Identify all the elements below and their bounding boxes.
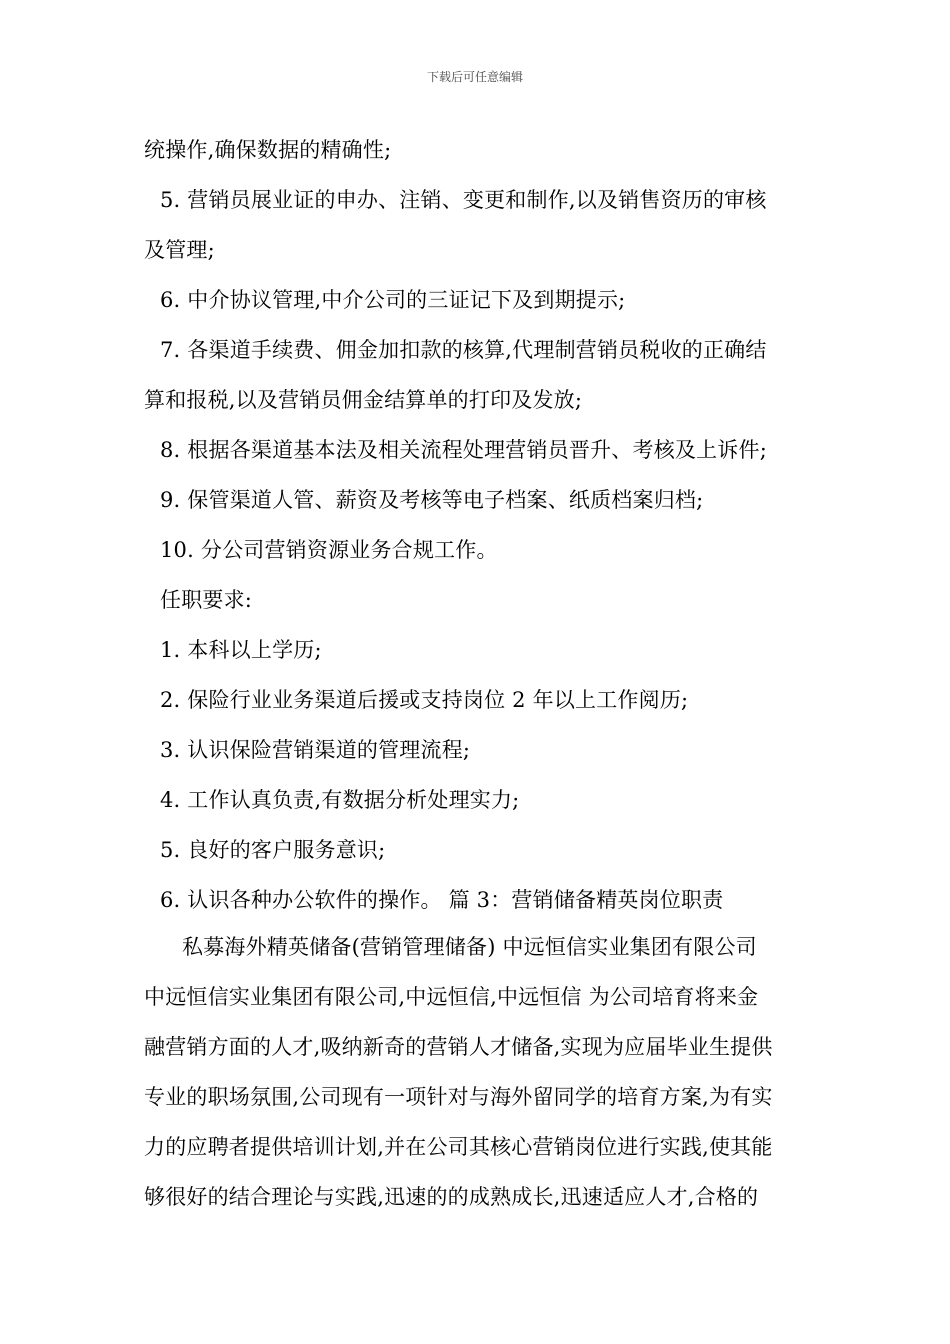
body-line: 及管理; bbox=[144, 238, 215, 262]
body-line: 6. 中介协议管理,中介公司的三证记下及到期提示; bbox=[160, 288, 626, 312]
page-header-note: 下载后可任意编辑 bbox=[426, 70, 523, 84]
body-line: 4. 工作认真负责,有数据分析处理实力; bbox=[160, 788, 520, 812]
body-line: 私募海外精英储备(营销管理储备) 中远恒信实业集团有限公司 bbox=[182, 935, 757, 959]
body-line: 10. 分公司营销资源业务合规工作。 bbox=[160, 538, 498, 562]
body-line: 5. 良好的客户服务意识; bbox=[160, 838, 386, 862]
body-line: 9. 保管渠道人管、薪资及考核等电子档案、纸质档案归档; bbox=[160, 488, 704, 512]
body-line: 算和报税,以及营销员佣金结算单的打印及发放; bbox=[144, 388, 583, 412]
body-line: 7. 各渠道手续费、佣金加扣款的核算,代理制营销员税收的正确结 bbox=[160, 338, 767, 362]
body-line: 中远恒信实业集团有限公司,中远恒信,中远恒信 为公司培育将来金 bbox=[144, 985, 759, 1009]
section-heading: 任职要求: bbox=[160, 588, 253, 612]
body-line: 力的应聘者提供培训计划,并在公司其核心营销岗位进行实践,使其能 bbox=[144, 1135, 773, 1159]
body-line: 8. 根据各渠道基本法及相关流程处理营销员晋升、考核及上诉件; bbox=[160, 438, 767, 462]
body-line: 5. 营销员展业证的申办、注销、变更和制作,以及销售资历的审核 bbox=[160, 188, 767, 212]
body-line: 统操作,确保数据的精确性; bbox=[144, 138, 392, 162]
body-line: 1. 本科以上学历; bbox=[160, 638, 322, 662]
body-line: 融营销方面的人才,吸纳新奇的营销人才储备,实现为应届毕业生提供 bbox=[144, 1035, 773, 1059]
body-line: 专业的职场氛围,公司现有一项针对与海外留同学的培育方案,为有实 bbox=[144, 1085, 773, 1109]
body-line: 6. 认识各种办公软件的操作。 篇 3：营销储备精英岗位职责 bbox=[160, 888, 724, 912]
body-line: 够很好的结合理论与实践,迅速的的成熟成长,迅速适应人才,合格的 bbox=[144, 1185, 759, 1209]
body-line: 3. 认识保险营销渠道的管理流程; bbox=[160, 738, 471, 762]
body-line: 2. 保险行业业务渠道后援或支持岗位 2 年以上工作阅历; bbox=[160, 688, 689, 712]
